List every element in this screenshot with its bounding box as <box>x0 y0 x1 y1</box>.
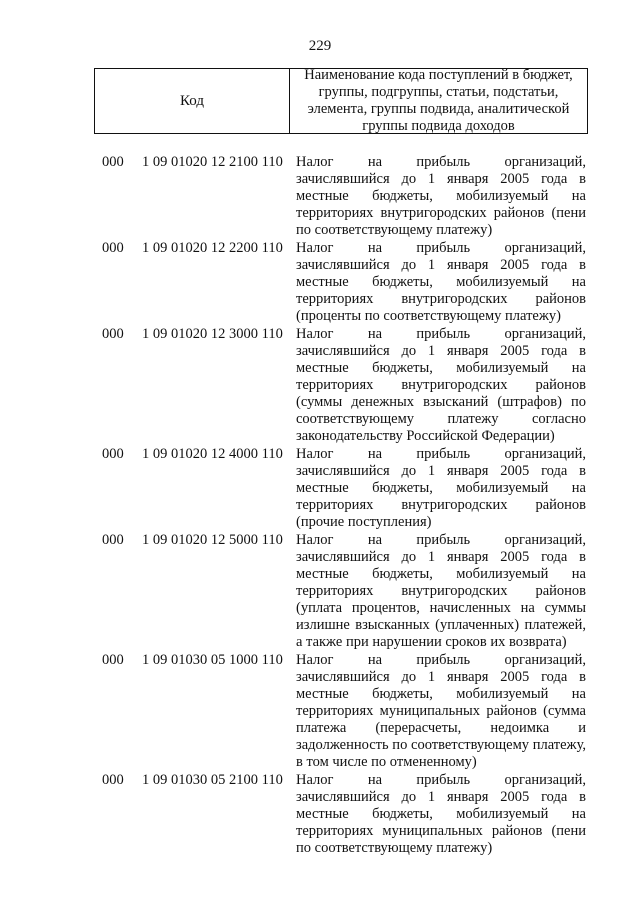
header-name-label: Наименование кода поступлений в бюджет, группы, подгруппы, статьи, подстатьи, элемента, группы подвида, аналитической группы подвида доходов <box>304 67 573 134</box>
table-row <box>0 652 640 771</box>
admin-code: 000 <box>102 240 124 256</box>
table-row <box>0 326 640 445</box>
revenue-code: 1 09 01020 12 3000 110 <box>142 326 283 342</box>
table-row <box>0 446 640 531</box>
revenue-name: Налог на прибыль организаций, зачислявшийся до 1 января 2005 года в местные бюджеты, мобилизуемый на территориях муниципальных районов (сумма платежа (перерасчеты, недоимка и задолженность по соответствующему платежу, в том числе по отмененному) <box>296 652 586 770</box>
revenue-code: 1 09 01020 12 2200 110 <box>142 240 283 256</box>
page-number: 229 <box>308 38 332 54</box>
admin-code: 000 <box>102 446 124 462</box>
table-header <box>94 68 588 134</box>
revenue-name: Налог на прибыль организаций, зачислявшийся до 1 января 2005 года в местные бюджеты, мобилизуемый на территориях внутригородских районов (суммы денежных взысканий (штрафов) по соответствующему платежу согласно законодательству Российской Федерации) <box>296 326 586 444</box>
table-row <box>0 532 640 651</box>
table-row <box>0 240 640 325</box>
revenue-name: Налог на прибыль организаций, зачислявшийся до 1 января 2005 года в местные бюджеты, мобилизуемый на территориях внутригородских районов (проценты по соответствующему платежу) <box>296 240 586 324</box>
revenue-code: 1 09 01020 12 4000 110 <box>142 446 283 462</box>
admin-code: 000 <box>102 326 124 342</box>
revenue-code-list <box>0 154 640 858</box>
revenue-name: Налог на прибыль организаций, зачислявшийся до 1 января 2005 года в местные бюджеты, мобилизуемый на территориях внутригородских районов (уплата процентов, начисленных на суммы излишне взысканных (уплаченных) платежей, а также при нарушении сроков их возврата) <box>296 532 586 650</box>
revenue-name: Налог на прибыль организаций, зачислявшийся до 1 января 2005 года в местные бюджеты, мобилизуемый на территориях муниципальных районов (пени по соответствующему платежу) <box>296 772 586 856</box>
table-row <box>0 772 640 857</box>
header-code-label: Код <box>95 69 290 133</box>
table-row <box>0 154 640 239</box>
revenue-name: Налог на прибыль организаций, зачислявшийся до 1 января 2005 года в местные бюджеты, мобилизуемый на территориях внутригородских районов (прочие поступления) <box>296 446 586 530</box>
admin-code: 000 <box>102 154 124 170</box>
admin-code: 000 <box>102 772 124 788</box>
admin-code: 000 <box>102 652 124 668</box>
revenue-code: 1 09 01020 12 2100 110 <box>142 154 283 170</box>
revenue-code: 1 09 01030 05 2100 110 <box>142 772 283 788</box>
admin-code: 000 <box>102 532 124 548</box>
revenue-code: 1 09 01020 12 5000 110 <box>142 532 283 548</box>
revenue-code: 1 09 01030 05 1000 110 <box>142 652 283 668</box>
revenue-name: Налог на прибыль организаций, зачислявшийся до 1 января 2005 года в местные бюджеты, мобилизуемый на территориях внутригородских районов (пени по соответствующему платежу) <box>296 154 586 238</box>
